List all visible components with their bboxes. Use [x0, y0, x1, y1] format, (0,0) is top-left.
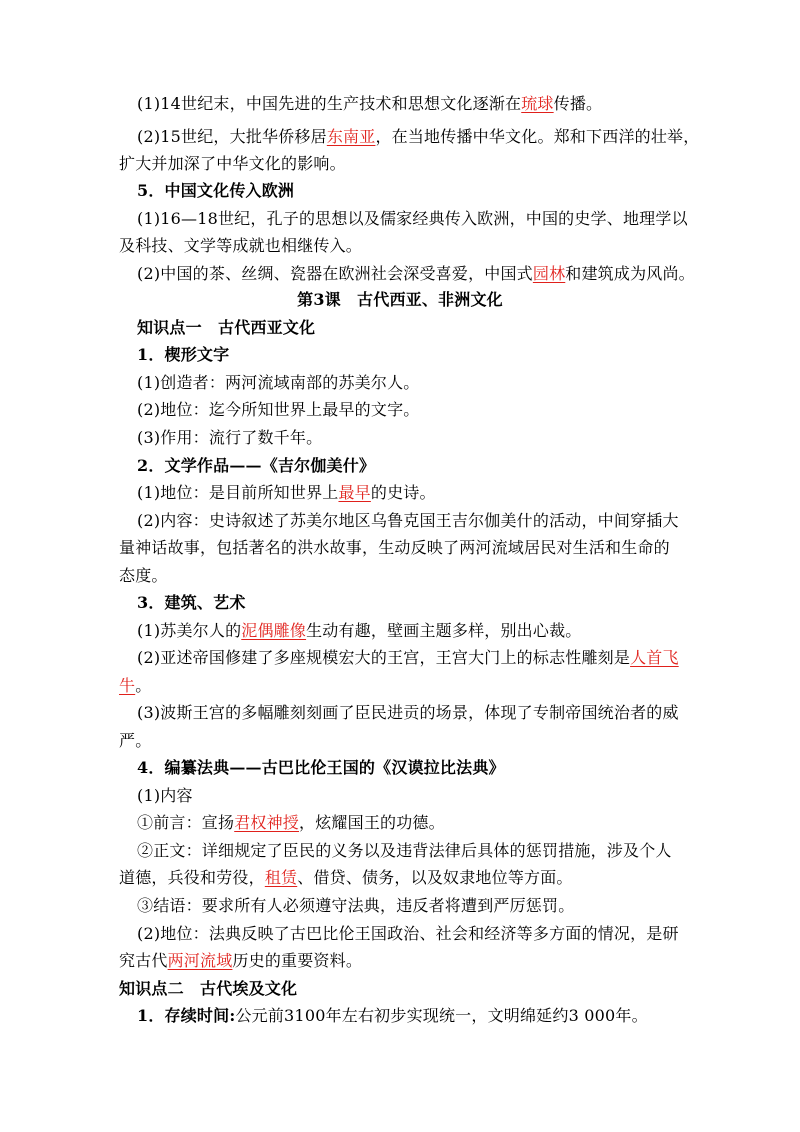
- lesson-title: 第3课 古代西亚、非洲文化: [297, 290, 503, 309]
- paragraph-line: (2)内容：史诗叙述了苏美尔地区乌鲁克国王吉尔伽美什的活动，中间穿插大: [137, 511, 679, 530]
- section-heading: 2．文学作品——《吉尔伽美什》: [137, 456, 376, 475]
- paragraph-line: (2)中国的茶、丝绸、瓷器在欧洲社会深受喜爱，中国式园林和建筑成为风尚。: [137, 264, 695, 283]
- paragraph-line: ①前言：宣扬君权神授，炫耀国王的功德。: [137, 813, 445, 832]
- paragraph-line: (2)亚述帝国修建了多座规模宏大的王宫，王宫大门上的标志性雕刻是人首飞: [137, 648, 679, 667]
- section-heading: 1．楔形文字: [137, 345, 230, 364]
- keyword-highlight: 最早: [338, 483, 371, 502]
- keyword-highlight: 琉球: [521, 94, 554, 113]
- paragraph-line: 及科技、文学等成就也相继传入。: [119, 236, 363, 255]
- section-heading: 5．中国文化传入欧洲: [137, 181, 295, 200]
- section-heading: 4．编纂法典——古巴比伦王国的《汉谟拉比法典》: [137, 758, 505, 777]
- paragraph-line: (1)苏美尔人的泥偶雕像生动有趣，壁画主题多样，别出心裁。: [137, 621, 582, 640]
- paragraph-line: 扩大并加深了中华文化的影响。: [119, 154, 346, 173]
- paragraph-line: (1)内容: [137, 786, 193, 805]
- keyword-highlight: 泥偶雕像: [241, 621, 307, 640]
- paragraph-line: ②正文：详细规定了臣民的义务以及违背法律后具体的惩罚措施，涉及个人: [137, 841, 672, 860]
- paragraph-line: (2)地位：迄今所知世界上最早的文字。: [137, 400, 420, 419]
- paragraph-line: (1)地位：是目前所知世界上最早的史诗。: [137, 483, 436, 502]
- section-heading: 3．建筑、艺术: [137, 593, 246, 612]
- paragraph-line: 严。: [119, 731, 152, 750]
- paragraph-line: (3)波斯王宫的多幅雕刻刻画了臣民进贡的场景，体现了专制帝国统治者的威: [137, 703, 679, 722]
- keyword-highlight: 东南亚: [326, 127, 376, 146]
- keyword-highlight: 牛: [119, 676, 136, 695]
- knowledge-point-heading: 知识点一 古代西亚文化: [137, 318, 316, 337]
- paragraph-line: (2)地位：法典反映了古巴比伦王国政治、社会和经济等多方面的情况，是研: [137, 924, 679, 943]
- paragraph-line: (2)15世纪，大批华侨移居东南亚，在当地传播中华文化。郑和下西洋的壮举，: [137, 127, 700, 146]
- paragraph-line: 道德，兵役和劳役，租赁、借贷、债务，以及奴隶地位等方面。: [119, 868, 573, 887]
- paragraph-line: (1)创造者：两河流域南部的苏美尔人。: [137, 373, 420, 392]
- paragraph-line: 1．存续时间:公元前3100年左右初步实现统一，文明绵延约3 000年。: [137, 1006, 648, 1025]
- paragraph-line: 牛。: [119, 676, 152, 695]
- paragraph-line: 量神话故事，包括著名的洪水故事，生动反映了两河流域居民对生活和生命的: [119, 538, 670, 557]
- keyword-highlight: 人首飞: [630, 648, 679, 667]
- keyword-highlight: 园林: [532, 264, 566, 283]
- paragraph-line: (3)作用：流行了数千年。: [137, 428, 323, 447]
- paragraph-line: ③结语：要求所有人必须遵守法典，违反者将遭到严厉惩罚。: [137, 896, 575, 915]
- paragraph-line: 态度。: [119, 566, 168, 585]
- paragraph-line: (1)16—18世纪，孔子的思想以及儒家经典传入欧洲，中国的史学、地理学以: [137, 209, 688, 228]
- keyword-highlight: 君权神授: [234, 813, 300, 832]
- keyword-highlight: 租赁: [264, 868, 298, 887]
- paragraph-line: 究古代两河流域历史的重要资料。: [119, 951, 363, 970]
- knowledge-point-heading: 知识点二 古代埃及文化: [119, 979, 298, 998]
- keyword-highlight: 两河流域: [167, 951, 233, 970]
- paragraph-line: (1)14世纪末，中国先进的生产技术和思想文化逐渐在琉球传播。: [137, 94, 603, 113]
